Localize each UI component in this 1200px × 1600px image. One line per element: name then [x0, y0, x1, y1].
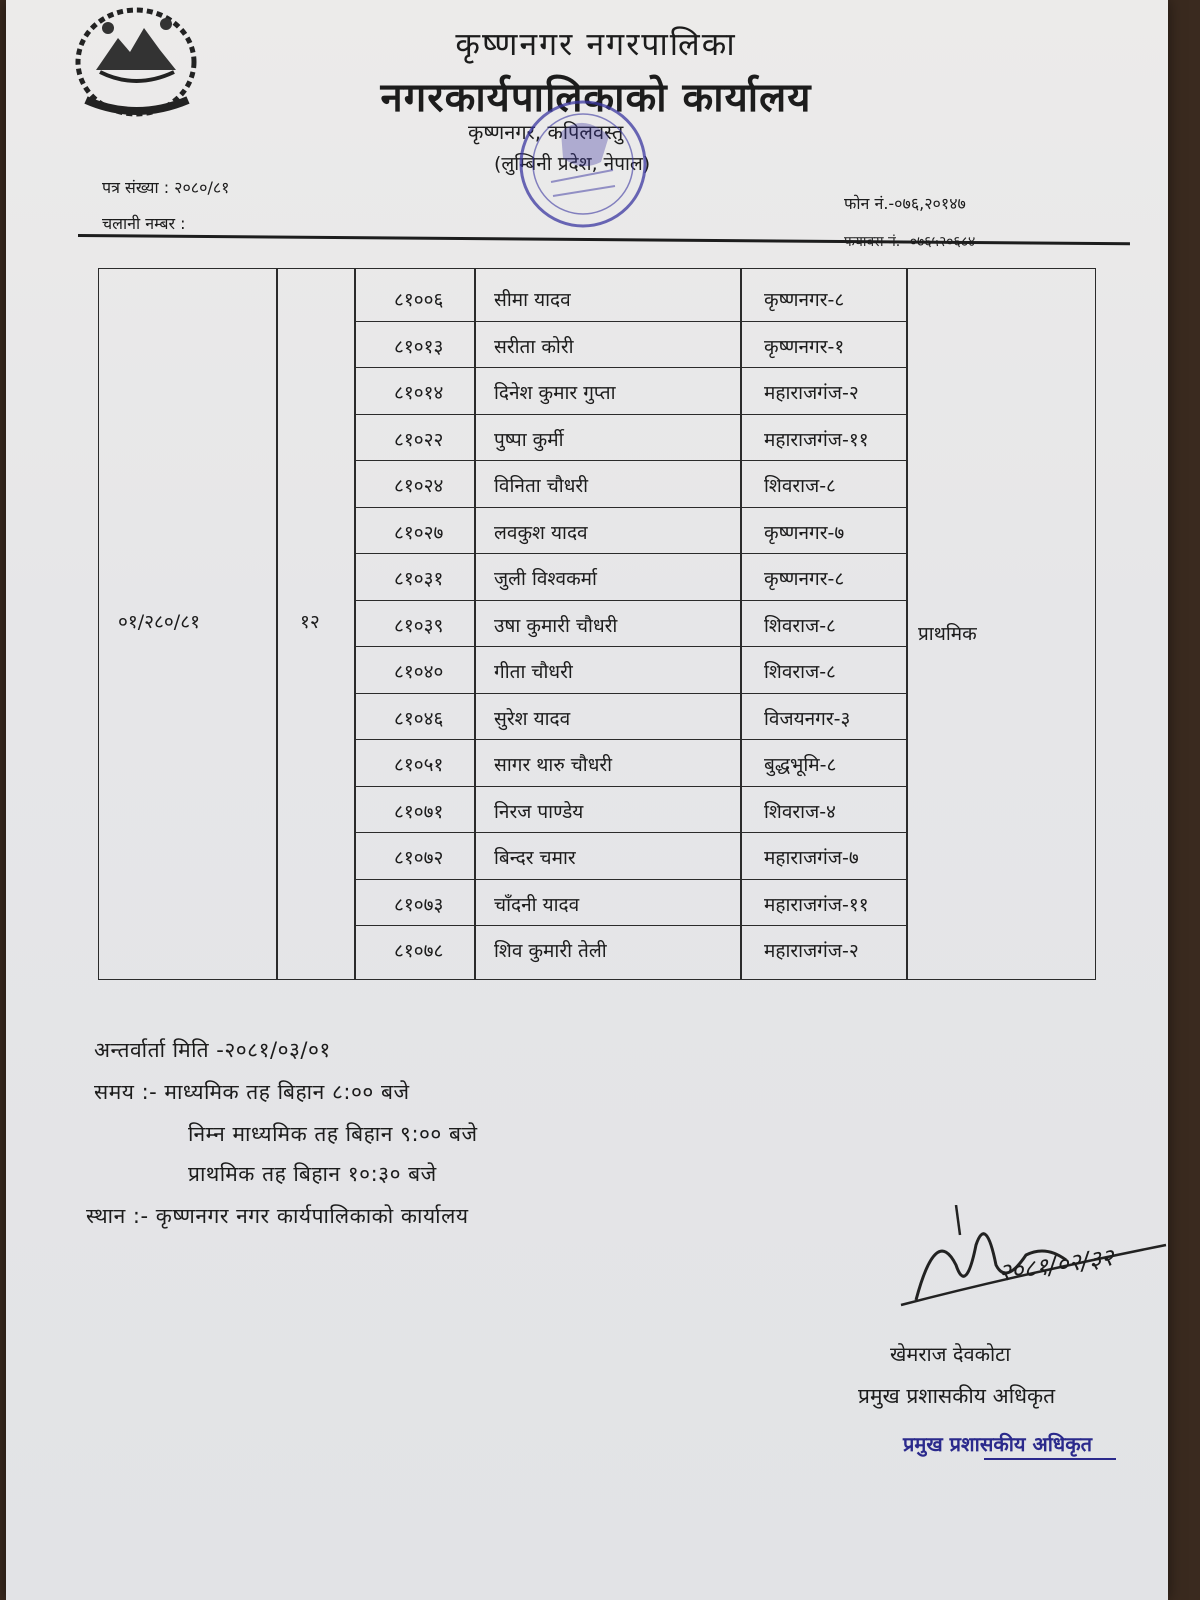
- candidate-table: [98, 268, 1096, 980]
- dispatch-number: चलानी नम्बर :: [102, 214, 186, 233]
- roll-number: ८१०३१: [394, 568, 444, 590]
- table-row: [354, 274, 906, 320]
- signature-date: २०८१/०२/३२: [996, 1243, 1116, 1287]
- row-divider: [354, 925, 906, 926]
- phone-number: फोन नं.-०७६,२०१४७: [844, 194, 966, 213]
- seat-count: १२: [300, 611, 320, 633]
- venue: स्थान :- कृष्णनगर नगर कार्यपालिकाको कार्यालय: [86, 1204, 469, 1228]
- candidate-address: महाराजगंज-११: [764, 893, 869, 916]
- table-row: [354, 693, 906, 739]
- table-row: [354, 321, 906, 367]
- table-row: [354, 832, 906, 878]
- candidate-address: कृष्णनगर-८: [764, 289, 845, 311]
- office-stamp-icon: [501, 92, 661, 242]
- row-divider: [354, 321, 906, 322]
- municipality-name: कृष्णनगर नगरपालिका: [455, 25, 737, 63]
- candidate-name: निरज पाण्डेय: [494, 800, 584, 823]
- address-region: (लुम्बिनी प्रदेश, नेपाल): [494, 153, 651, 175]
- table-row: [354, 367, 906, 413]
- row-divider: [354, 693, 906, 694]
- row-divider: [354, 646, 906, 647]
- candidate-name: लवकुश यादव: [494, 521, 588, 544]
- address-line: कृष्णनगर, कपिलवस्तु: [468, 120, 624, 144]
- advertisement-number: ०१/२८०/८१: [118, 611, 200, 633]
- row-divider: [354, 832, 906, 833]
- time-primary: प्राथमिक तह बिहान १०:३० बजे: [188, 1162, 437, 1186]
- signatory-name: खेमराज देवकोटा: [890, 1342, 1011, 1366]
- office-name: नगरकार्यपालिकाको कार्यालय: [380, 75, 812, 121]
- time-secondary: समय :- माध्यमिक तह बिहान ८:०० बजे: [94, 1080, 410, 1104]
- table-row: [354, 879, 906, 925]
- candidate-name: गीता चौधरी: [494, 661, 573, 683]
- candidate-name: चाँदनी यादव: [494, 893, 580, 916]
- roll-number: ८१०२७: [394, 521, 444, 544]
- roll-number: ८१०१३: [394, 335, 444, 358]
- table-row: [354, 553, 906, 599]
- document-page: [6, 0, 1168, 1600]
- candidate-name: सागर थारु चौधरी: [494, 754, 613, 776]
- row-divider: [354, 786, 906, 787]
- row-divider: [354, 600, 906, 601]
- roll-number: ८१०३९: [394, 614, 444, 637]
- candidate-name: शिव कुमारी तेली: [494, 940, 607, 962]
- column-divider: [276, 268, 278, 980]
- candidate-address: शिवराज-८: [764, 475, 836, 497]
- roll-number: ८१०२४: [394, 475, 444, 497]
- letter-number: पत्र संख्या : २०८०/८१: [102, 178, 230, 197]
- roll-number: ८१०७१: [394, 800, 444, 823]
- table-row: [354, 646, 906, 692]
- roll-number: ८१०७८: [394, 940, 444, 962]
- row-divider: [354, 507, 906, 508]
- candidate-address: शिवराज-८: [764, 614, 836, 637]
- row-divider: [354, 367, 906, 368]
- candidate-address: महाराजगंज-२: [764, 382, 859, 404]
- roll-number: ८१०१४: [394, 382, 444, 404]
- row-divider: [354, 460, 906, 461]
- table-row: [354, 925, 906, 971]
- candidate-address: कृष्णनगर-७: [764, 521, 845, 544]
- candidate-address: कृष्णनगर-१: [764, 335, 845, 358]
- level-label: प्राथमिक: [918, 623, 977, 645]
- table-row: [354, 786, 906, 832]
- stamp-underline: [984, 1458, 1116, 1460]
- roll-number: ८१०५१: [394, 754, 444, 776]
- roll-number: ८१०७३: [394, 893, 444, 916]
- candidate-address: बुद्धभूमि-८: [764, 754, 837, 776]
- interview-date: अन्तर्वार्ता मिति -२०८१/०३/०१: [94, 1038, 331, 1062]
- candidate-address: महाराजगंज-११: [764, 428, 869, 451]
- time-lower-secondary: निम्न माध्यमिक तह बिहान ९:०० बजे: [188, 1122, 478, 1146]
- signatory-designation: प्रमुख प्रशासकीय अधिकृत: [858, 1384, 1056, 1408]
- candidate-name: विनिता चौधरी: [494, 475, 589, 497]
- candidate-name: बिन्दर चमार: [494, 847, 576, 869]
- candidate-address: विजयनगर-३: [764, 707, 851, 730]
- candidate-address: कृष्णनगर-८: [764, 568, 845, 590]
- row-divider: [354, 553, 906, 554]
- column-divider: [906, 268, 908, 980]
- candidate-name: उषा कुमारी चौधरी: [494, 614, 618, 637]
- row-divider: [354, 739, 906, 740]
- candidate-address: शिवराज-८: [764, 661, 836, 683]
- roll-number: ८१०७२: [394, 847, 444, 869]
- candidate-address: महाराजगंज-७: [764, 847, 859, 869]
- candidate-name: सीमा यादव: [494, 289, 571, 311]
- candidate-address: शिवराज-४: [764, 800, 836, 823]
- roll-number: ८१००६: [394, 289, 444, 311]
- row-divider: [354, 414, 906, 415]
- candidate-name: सरीता कोरी: [494, 335, 574, 358]
- candidate-name: दिनेश कुमार गुप्ता: [494, 382, 616, 404]
- row-divider: [354, 879, 906, 880]
- roll-number: ८१०४०: [394, 661, 444, 683]
- candidate-address: महाराजगंज-२: [764, 940, 859, 962]
- table-row: [354, 600, 906, 646]
- table-row: [354, 460, 906, 506]
- table-row: [354, 507, 906, 553]
- roll-number: ८१०४६: [394, 707, 444, 730]
- candidate-name: पुष्पा कुर्मी: [494, 428, 564, 451]
- candidate-name: जुली विश्वकर्मा: [494, 568, 597, 590]
- roll-number: ८१०२२: [394, 428, 444, 451]
- table-row: [354, 739, 906, 785]
- candidate-name: सुरेश यादव: [494, 707, 571, 730]
- table-row: [354, 414, 906, 460]
- designation-stamp: प्रमुख प्रशासकीय अधिकृत: [903, 1432, 1092, 1456]
